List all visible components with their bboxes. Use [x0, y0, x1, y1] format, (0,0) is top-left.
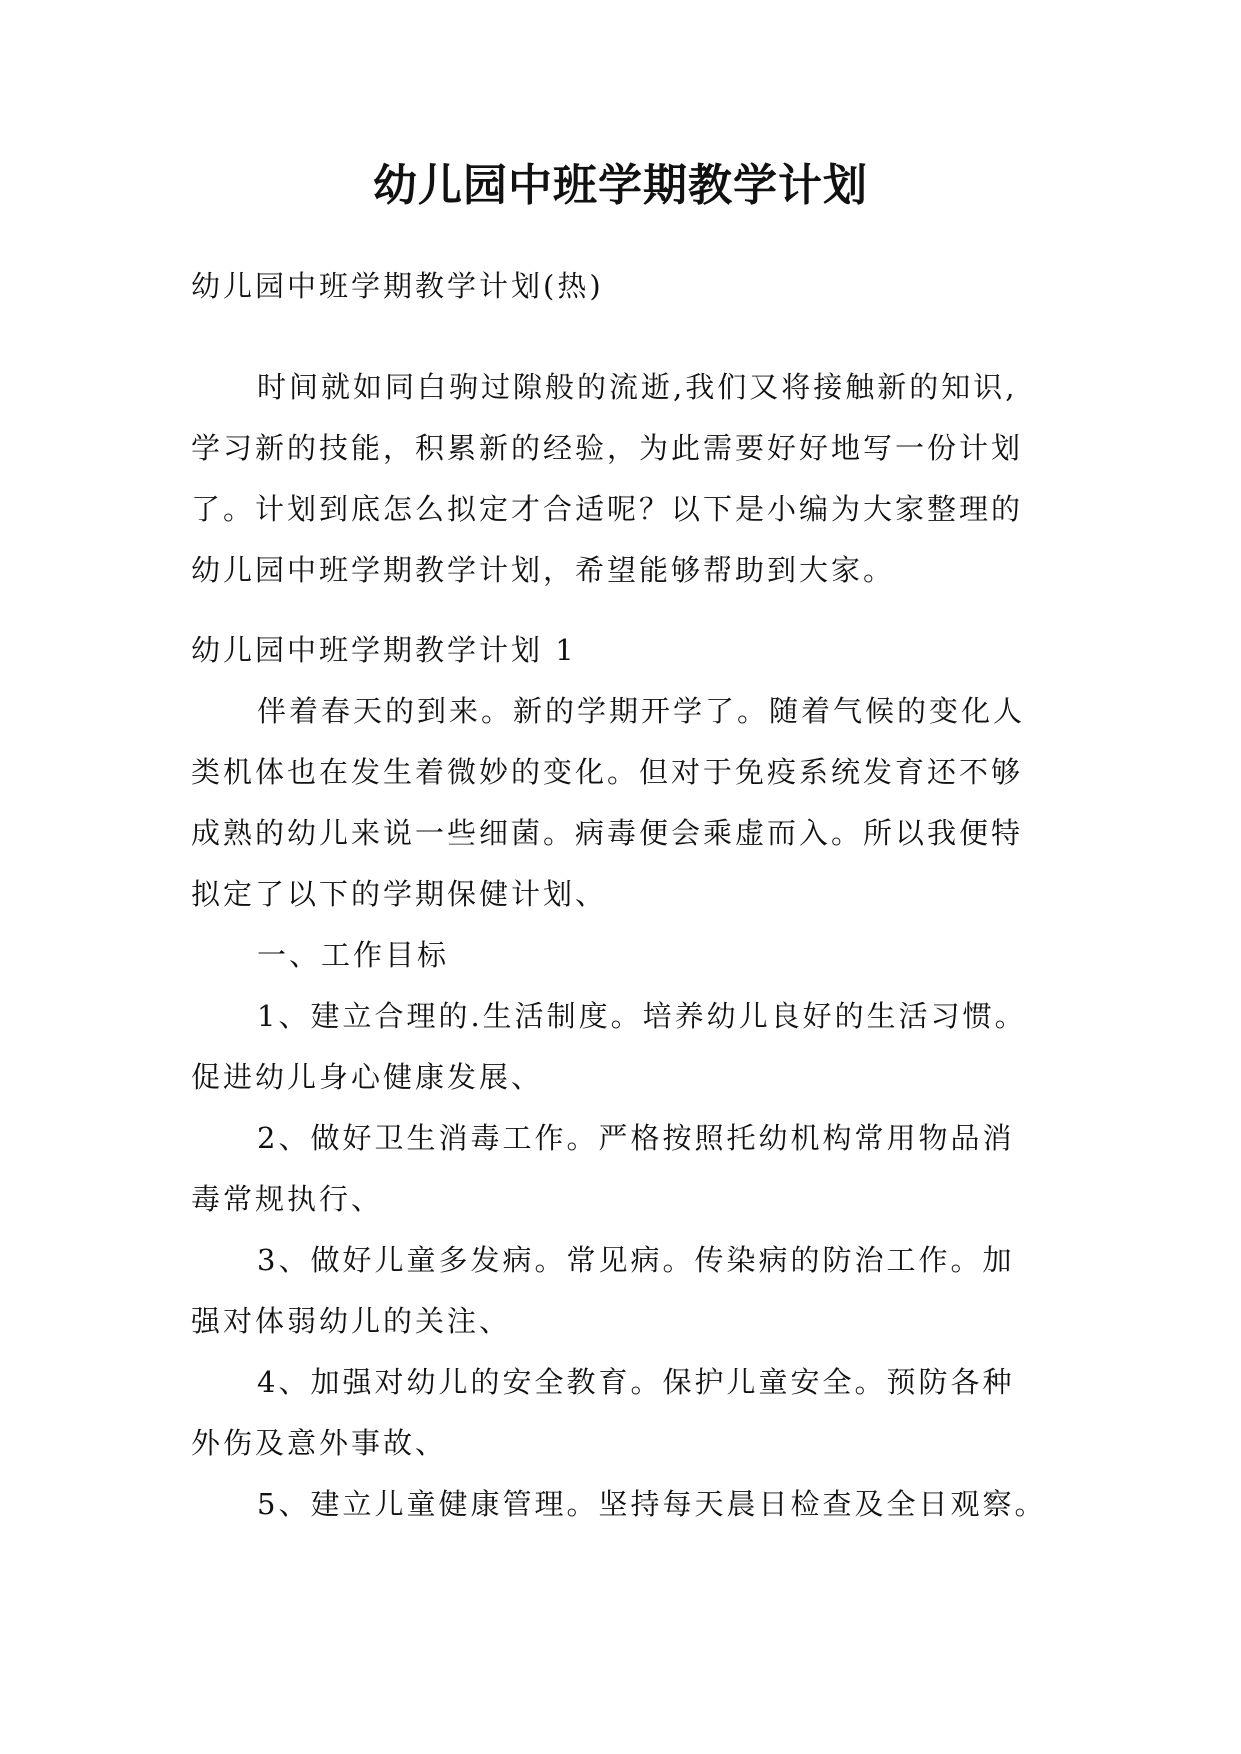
section-heading: 幼儿园中班学期教学计划 1	[191, 633, 577, 667]
list-item-line: 1、建立合理的.生活制度。培养幼儿良好的生活习惯。	[257, 999, 1027, 1033]
intro-paragraph	[191, 357, 1053, 601]
paragraph-line: 学习新的技能，积累新的经验，为此需要好好地写一份计划	[191, 431, 1024, 465]
paragraph-line: 了。计划到底怎么拟定才合适呢？以下是小编为大家整理的	[191, 492, 1024, 526]
paragraph-line: 类机体也在发生着微妙的变化。但对于免疫系统发育还不够	[191, 755, 1024, 789]
list-item-line: 3、做好儿童多发病。常见病。传染病的防治工作。加	[257, 1243, 1015, 1277]
document-subtitle: 幼儿园中班学期教学计划(热)	[191, 269, 604, 303]
document-title: 幼儿园中班学期教学计划	[373, 160, 868, 211]
section-1	[191, 620, 1053, 1535]
list-item-line: 毒常规执行、	[191, 1182, 384, 1216]
paragraph-line: 拟定了以下的学期保健计划、	[191, 877, 608, 911]
paragraph-line: 时间就如同白驹过隙般的流逝,我们又将接触新的知识,	[257, 370, 1018, 404]
list-item-line: 4、加强对幼儿的安全教育。保护儿童安全。预防各种	[257, 1365, 1015, 1399]
list-item-line: 2、做好卫生消毒工作。严格按照托幼机构常用物品消	[257, 1121, 1015, 1155]
list-item-line: 5、建立儿童健康管理。坚持每天晨日检查及全日观察。	[257, 1487, 1047, 1521]
paragraph-line: 成熟的幼儿来说一些细菌。病毒便会乘虚而入。所以我便特	[191, 816, 1024, 850]
list-item-line: 强对体弱幼儿的关注、	[191, 1304, 512, 1338]
paragraph-line: 伴着春天的到来。新的学期开学了。随着气候的变化人	[257, 694, 1026, 728]
subtitle-block	[191, 256, 1053, 317]
section-subheading: 一、工作目标	[257, 938, 450, 972]
list-item-line: 外伤及意外事故、	[191, 1426, 448, 1460]
list-item-line: 促进幼儿身心健康发展、	[191, 1060, 544, 1094]
paragraph-line: 幼儿园中班学期教学计划，希望能够帮助到大家。	[191, 553, 896, 587]
